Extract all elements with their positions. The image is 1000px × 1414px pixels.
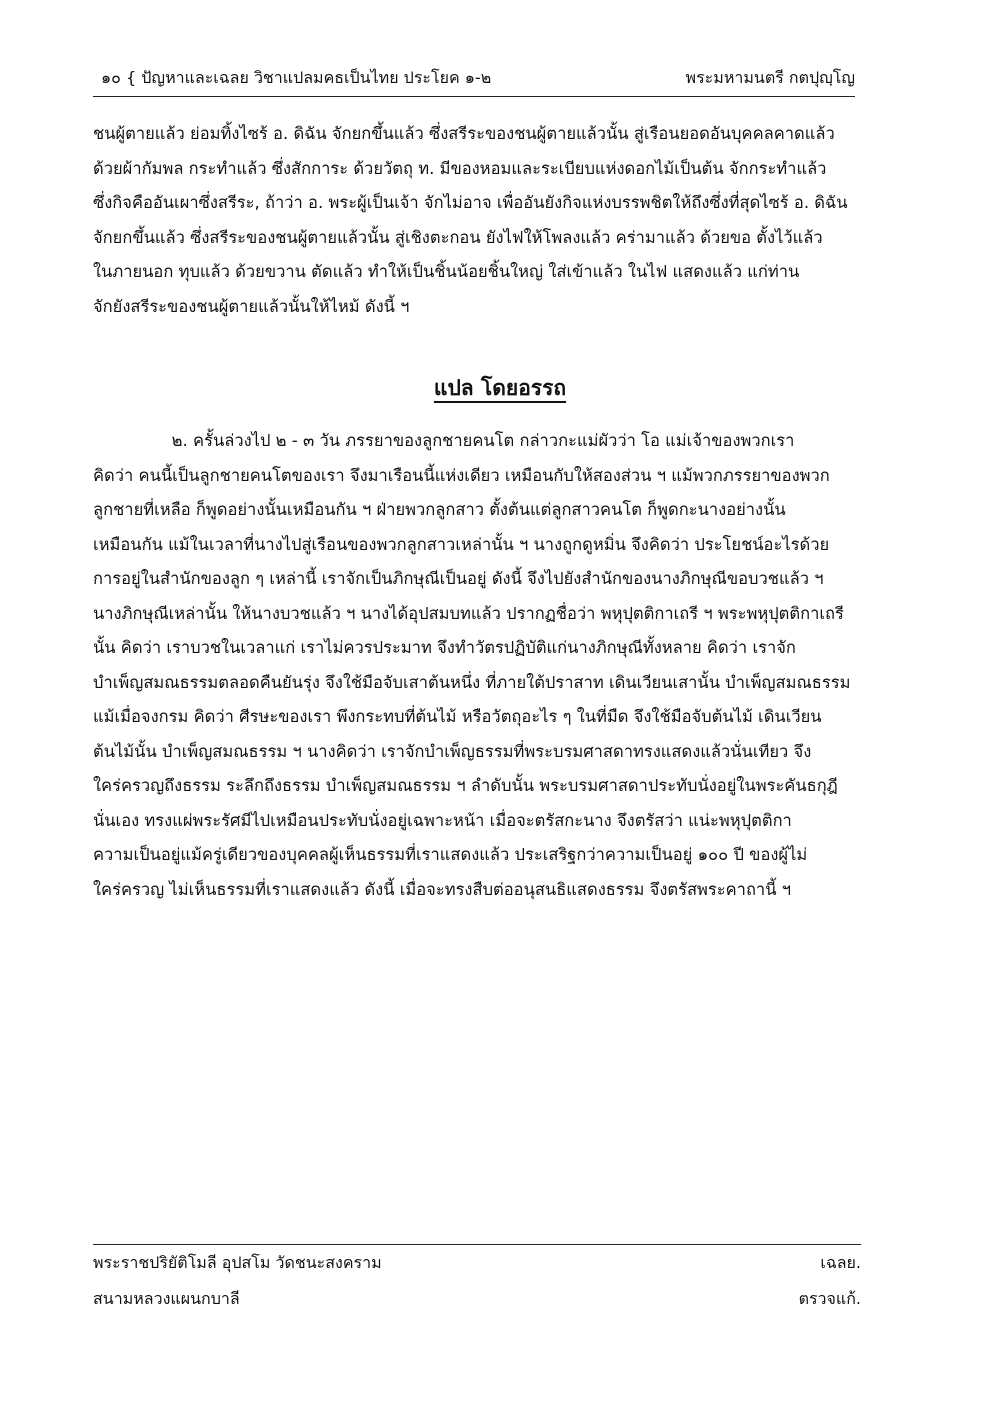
footer-answer-label: เฉลย. xyxy=(820,1253,861,1272)
header-right-text: พระมหามนตรี กตปุญฺโญ xyxy=(685,68,855,87)
text-line: ในภายนอก ทุบแล้ว ด้วยขวาน ตัดแล้ว ทำให้เป็นชิ้นน้อยชิ้นใหญ่ ใส่เข้าแล้ว ในไฟ แสดงแล้ว แก่ท่าน xyxy=(93,262,800,281)
text-line: ชนผู้ตายแล้ว ย่อมทิ้งไซร้ อ. ดิฉัน จักยกขึ้นแล้ว ซึ่งสรีระของชนผู้ตายแล้วนั้น สู่เรือนยอดอันบุคคลคาดแล้ว xyxy=(93,124,835,143)
text-line: แม้เมื่อจงกรม คิดว่า ศีรษะของเรา พึงกระทบที่ต้นไม้ หรือวัตถุอะไร ๆ ในที่มืด จึงใช้มือจับต้นไม้ เดินเวียน xyxy=(93,707,822,726)
footer-office: สนามหลวงแผนกบาลี xyxy=(93,1289,240,1308)
text-line: คิดว่า คนนี้เป็นลูกชายคนโตของเรา จึงมาเรือนนี้แห่งเดียว เหมือนกับให้สองส่วน ฯ แม้พวกภรรยาของพวก xyxy=(93,465,830,485)
footer-row xyxy=(93,1281,861,1317)
footer-author: พระราชปริยัติโมลี อุปสโม วัดชนะสงคราม xyxy=(93,1253,382,1272)
footer-reviewed-label: ตรวจแก้. xyxy=(798,1289,861,1308)
header-left-text: ๑๐ { ปัญหาและเฉลย วิชาแปลมคธเป็นไทย ประโยค ๑-๒ xyxy=(101,68,492,87)
text-line: ความเป็นอยู่แม้ครู่เดียวของบุคคลผู้เห็นธรรมที่เราแสดงแล้ว ประเสริฐกว่าความเป็นอยู่ ๑๐๐ ปี ของผู้ไม่ xyxy=(93,845,808,864)
text-line: เหมือนกัน แม้ในเวลาที่นางไปสู่เรือนของพวกลูกสาวเหล่านั้น ฯ นางถูกดูหมิ่น จึงคิดว่า ประโยชน์อะไรด้วย xyxy=(93,534,830,554)
text-line: ๒. ครั้นล่วงไป ๒ - ๓ วัน ภรรยาของลูกชายคนโต กล่าวกะแม่ผัวว่า โอ แม่เจ้าของพวกเรา xyxy=(93,431,795,450)
text-line: บำเพ็ญสมณธรรมตลอดคืนยันรุ่ง จึงใช้มือจับเสาต้นหนึ่ง ที่ภายใต้ปราสาท เดินเวียนเสานั้น บำเพ็ญสมณธรรม xyxy=(93,672,851,692)
page-footer xyxy=(93,1244,861,1317)
text-line: ต้นไม้นั้น บำเพ็ญสมณธรรม ฯ นางคิดว่า เราจักบำเพ็ญธรรมที่พระบรมศาสดาทรงแสดงแล้วนั่นเทียว จึง xyxy=(93,741,812,761)
text-line: ลูกชายที่เหลือ ก็พูดอย่างนั้นเหมือนกัน ฯ ฝ่ายพวกลูกสาว ตั้งต้นแต่ลูกสาวคนโต ก็พูดกะนางอย่างนั้น xyxy=(93,500,786,519)
page-header xyxy=(93,66,855,97)
text-line: ด้วยผ้ากัมพล กระทำแล้ว ซึ่งสักการะ ด้วยวัตถุ ท. มีของหอมและระเบียบแห่งดอกไม้เป็นต้น จักกระทำแล้ว xyxy=(93,158,827,178)
intro-paragraph xyxy=(93,117,863,324)
section-title: แปล โดยอรรถ xyxy=(433,376,567,400)
text-line: นางภิกษุณีเหล่านั้น ให้นางบวชแล้ว ฯ นางได้อุปสมบทแล้ว ปรากฏชื่อว่า พหุปุตติกาเถรี ฯ พระพหุปุตติกาเถรี xyxy=(93,603,844,623)
text-line: จักยกขึ้นแล้ว ซึ่งสรีระของชนผู้ตายแล้วนั้น สู่เชิงตะกอน ยังไฟให้โพลงแล้ว คร่ามาแล้ว ด้วยขอ ตั้งไว้แล้ว xyxy=(93,227,823,247)
text-line: นั่นเอง ทรงแผ่พระรัศมีไปเหมือนประทับนั่งอยู่เฉพาะหน้า เมื่อจะตรัสกะนาง จึงตรัสว่า แน่ะพหุปุตติกา xyxy=(93,810,792,830)
text-line: ใคร่ครวญถึงธรรม ระลึกถึงธรรม บำเพ็ญสมณธรรม ฯ ลำดับนั้น พระบรมศาสดาประทับนั่งอยู่ในพระคันธกุฎี xyxy=(93,776,838,795)
text-line: นั้น คิดว่า เราบวชในเวลาแก่ เราไม่ควรประมาท จึงทำวัตรปฏิบัติแก่นางภิกษุณีทั้งหลาย คิดว่า เราจัก xyxy=(93,638,796,657)
footer-row xyxy=(93,1245,861,1281)
text-line: ซึ่งกิจคืออันเผาซึ่งสรีระ, ถ้าว่า อ. พระผู้เป็นเจ้า จักไม่อาจ เพื่ออันยังกิจแห่งบรรพชิตให้ถึงซึ่งที่สุดไซร้ อ. ดิฉัน xyxy=(93,193,848,212)
body-paragraph xyxy=(93,424,863,907)
text-line: จักยังสรีระของชนผู้ตายแล้วนั้นให้ไหม้ ดังนี้ ฯ xyxy=(93,296,410,316)
text-line: การอยู่ในสำนักของลูก ๆ เหล่านี้ เราจักเป็นภิกษุณีเป็นอยู่ ดังนี้ จึงไปยังสำนักของนางภิกษุณีขอบวชแล้ว ฯ xyxy=(93,569,824,588)
text-line: ใคร่ครวญ ไม่เห็นธรรมที่เราแสดงแล้ว ดังนี้ เมื่อจะทรงสืบต่ออนุสนธิแสดงธรรม จึงตรัสพระคาถานี้ ฯ xyxy=(93,879,791,899)
